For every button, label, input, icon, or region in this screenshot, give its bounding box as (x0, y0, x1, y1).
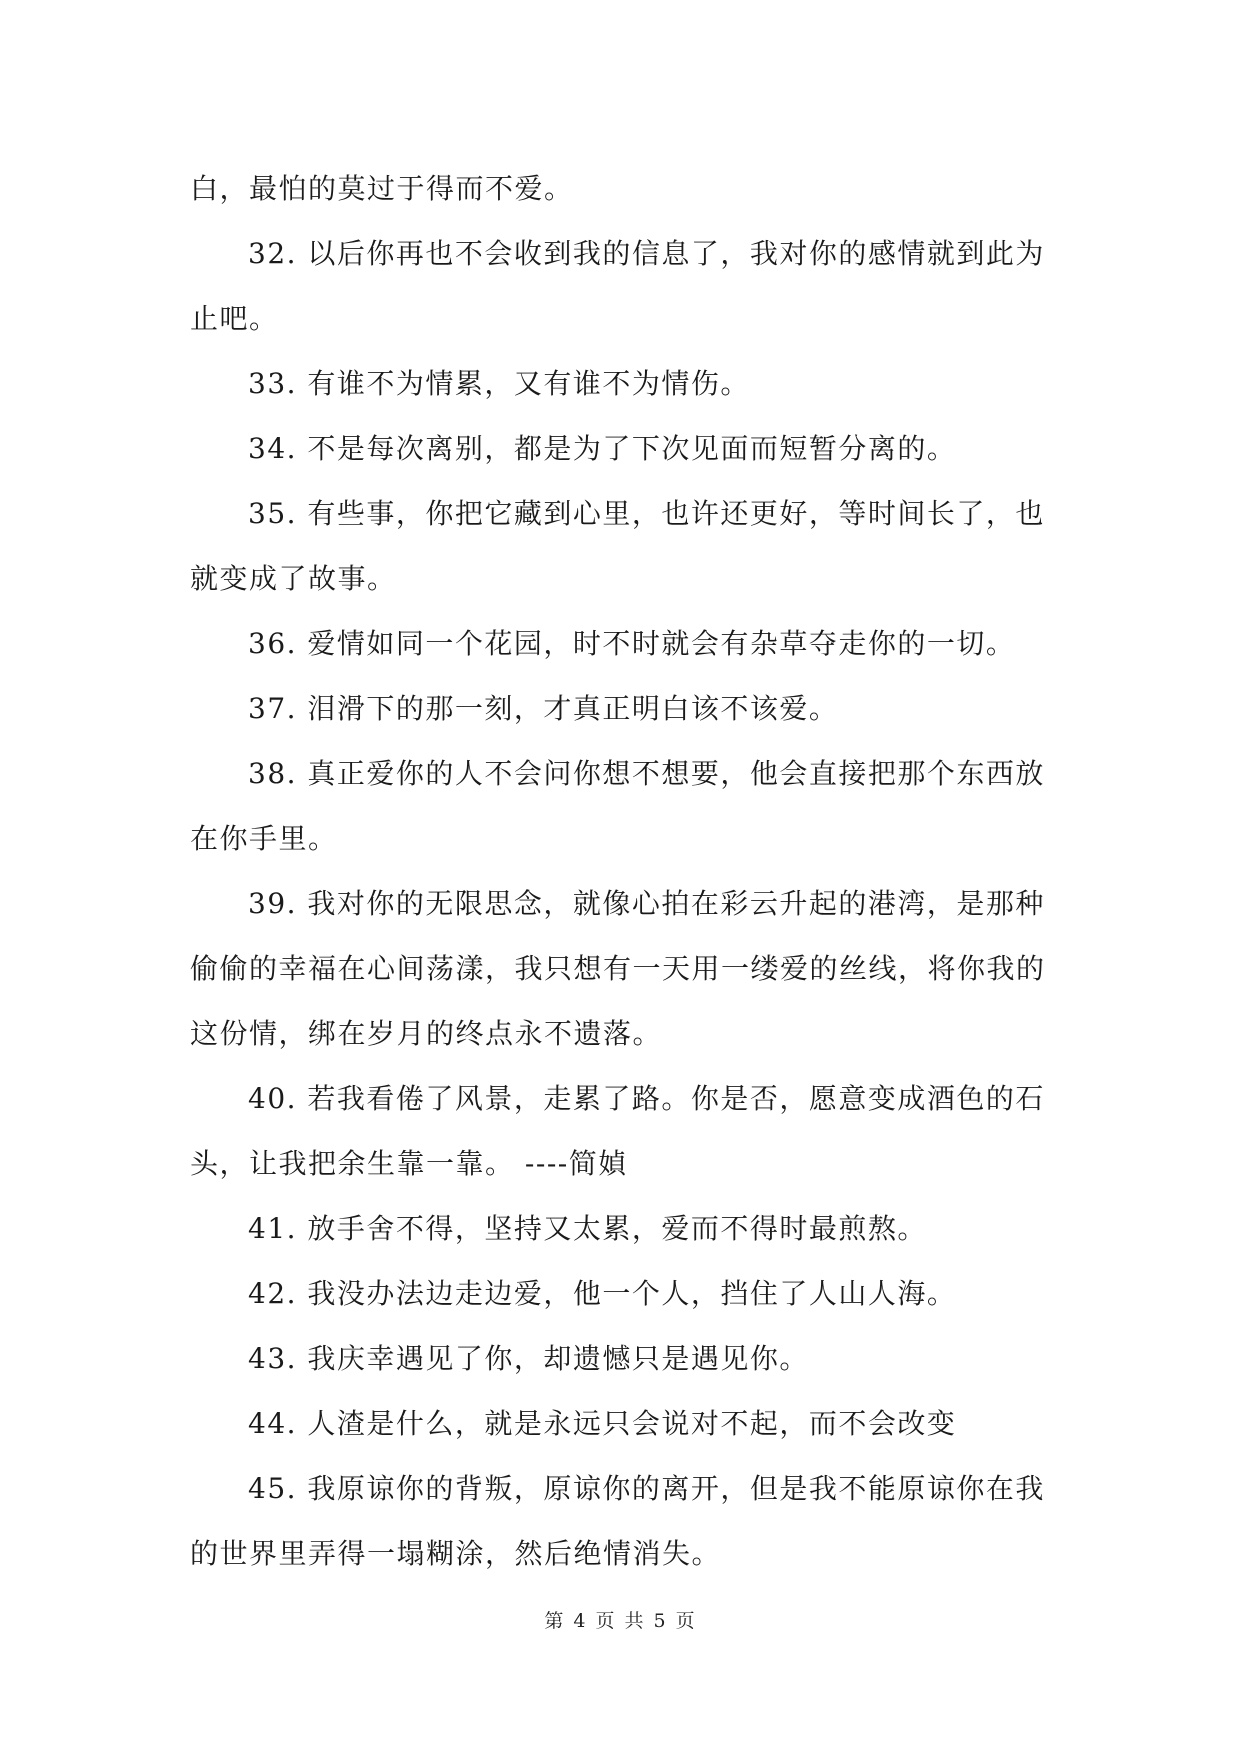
paragraph-40: 40. 若我看倦了风景，走累了路。你是否，愿意变成酒色的石头，让我把余生靠一靠。 ----简媜 (190, 1082, 1045, 1180)
document-body (190, 156, 1060, 1586)
paragraph-36: 36. 爱情如同一个花园，时不时就会有杂草夺走你的一切。 (248, 627, 1016, 660)
page-number-footer: 第 4 页 共 5 页 (544, 1610, 697, 1632)
paragraph-45: 45. 我原谅你的背叛，原谅你的离开，但是我不能原谅你在我的世界里弄得一塌糊涂，然后绝情消失。 (190, 1472, 1045, 1570)
paragraph-42: 42. 我没办法边走边爱，他一个人，挡住了人山人海。 (248, 1277, 957, 1310)
paragraph-44: 44. 人渣是什么，就是永远只会说对不起，而不会改变 (248, 1407, 957, 1440)
paragraph-43: 43. 我庆幸遇见了你，却遗憾只是遇见你。 (248, 1342, 809, 1375)
paragraph-33: 33. 有谁不为情累，又有谁不为情伤。 (248, 367, 750, 400)
paragraph-37: 37. 泪滑下的那一刻，才真正明白该不该爱。 (248, 692, 839, 725)
paragraph-continued: 白，最怕的莫过于得而不爱。 (190, 172, 574, 205)
paragraph-41: 41. 放手舍不得，坚持又太累，爱而不得时最煎熬。 (248, 1212, 927, 1245)
paragraph-38: 38. 真正爱你的人不会问你想不想要，他会直接把那个东西放在你手里。 (190, 757, 1045, 855)
paragraph-35: 35. 有些事，你把它藏到心里，也许还更好，等时间长了，也就变成了故事。 (190, 497, 1045, 595)
paragraph-39: 39. 我对你的无限思念，就像心拍在彩云升起的港湾，是那种偷偷的幸福在心间荡漾，我只想有一天用一缕爱的丝线，将你我的这份情，绑在岁月的终点永不遗落。 (190, 887, 1046, 1050)
paragraph-32: 32. 以后你再也不会收到我的信息了，我对你的感情就到此为止吧。 (190, 237, 1045, 335)
paragraph-34: 34. 不是每次离别，都是为了下次见面而短暂分离的。 (248, 432, 957, 465)
